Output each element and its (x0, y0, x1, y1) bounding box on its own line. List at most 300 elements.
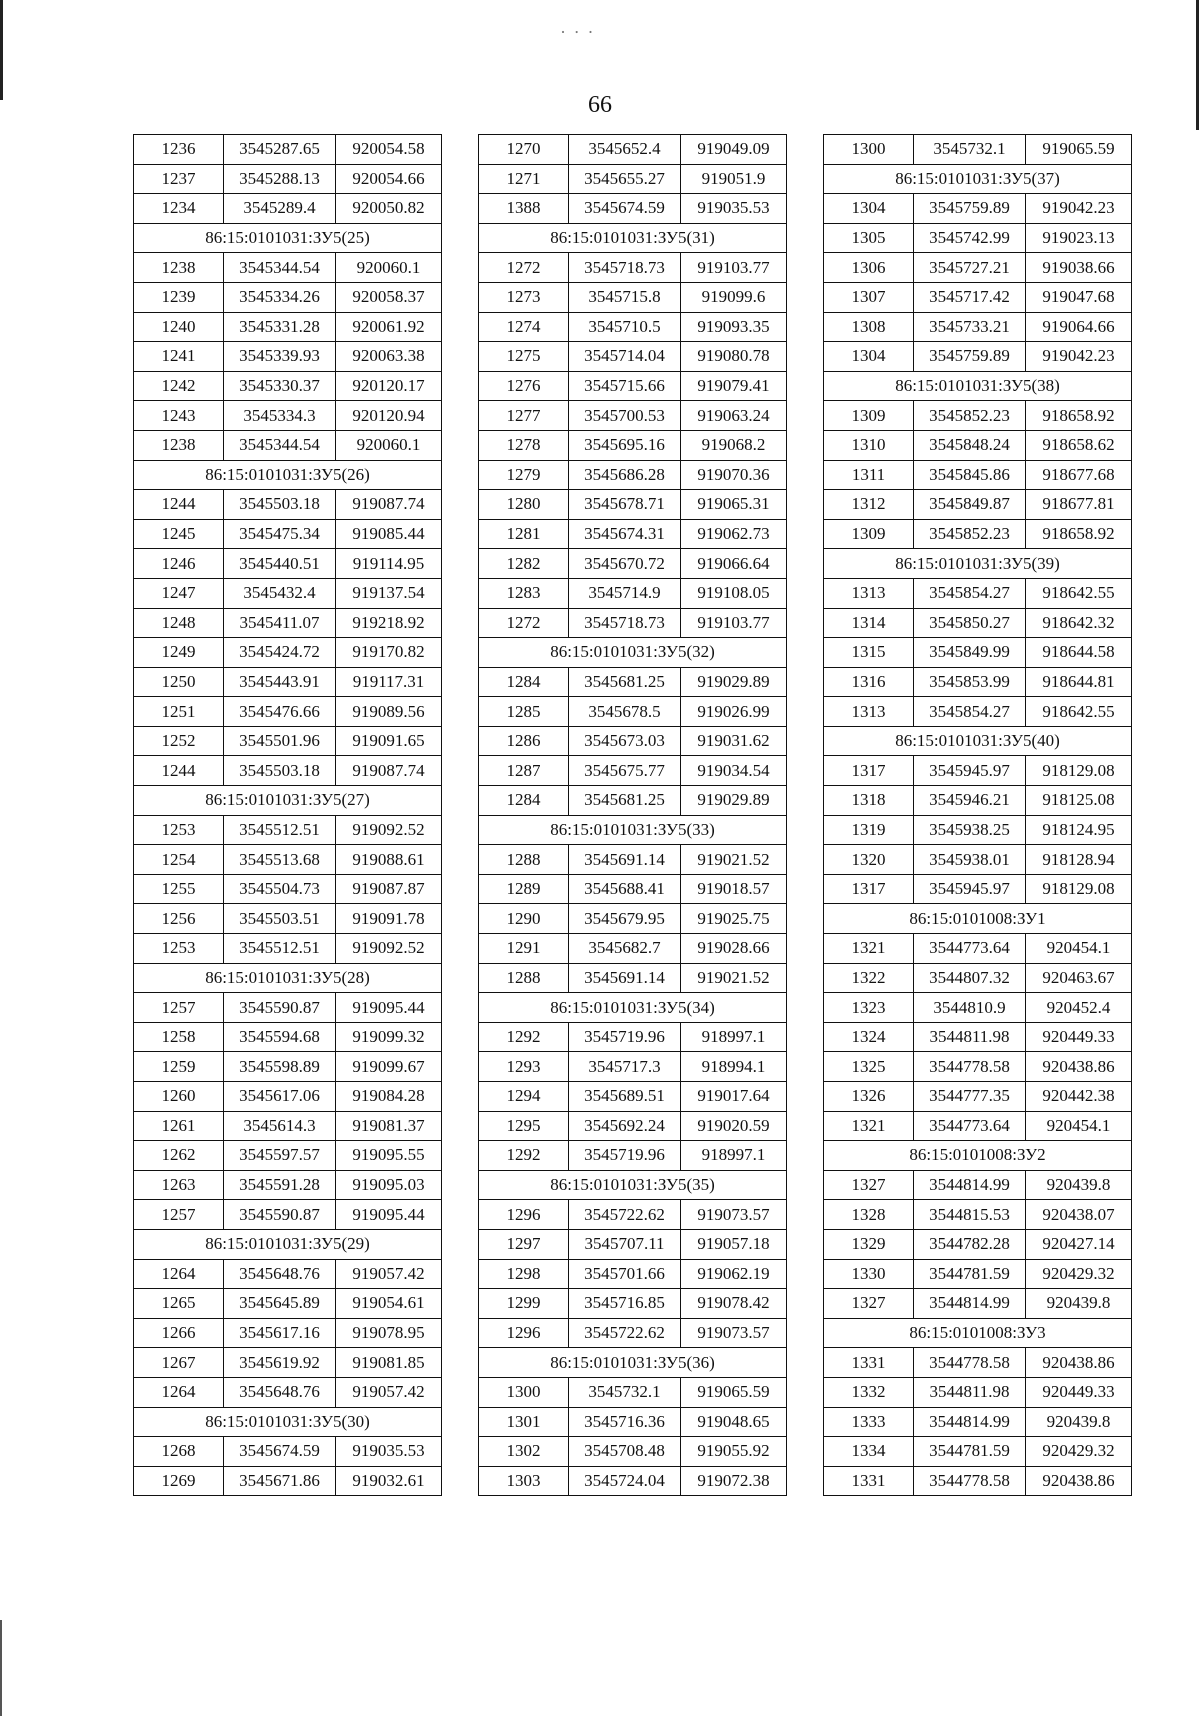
x-coordinate-cell: 3544778.58 (914, 1052, 1026, 1082)
y-coordinate-cell: 919038.66 (1026, 253, 1132, 283)
point-number-cell: 1259 (134, 1052, 224, 1082)
coordinate-row (479, 1466, 787, 1496)
y-coordinate-cell: 920429.32 (1026, 1437, 1132, 1467)
x-coordinate-cell: 3545682.7 (569, 934, 681, 964)
x-coordinate-cell: 3545619.92 (224, 1348, 336, 1378)
point-number-cell: 1301 (479, 1407, 569, 1437)
point-number-cell: 1237 (134, 164, 224, 194)
point-number-cell: 1277 (479, 401, 569, 431)
coordinate-row (134, 1466, 442, 1496)
x-coordinate-cell: 3545722.62 (569, 1318, 681, 1348)
coordinate-row (134, 490, 442, 520)
point-number-cell: 1317 (824, 756, 914, 786)
x-coordinate-cell: 3545707.11 (569, 1229, 681, 1259)
coordinate-row (479, 1052, 787, 1082)
coordinate-row (134, 904, 442, 934)
x-coordinate-cell: 3545719.96 (569, 1022, 681, 1052)
point-number-cell: 1258 (134, 1022, 224, 1052)
x-coordinate-cell: 3545852.23 (914, 519, 1026, 549)
x-coordinate-cell: 3545688.41 (569, 874, 681, 904)
coordinate-row (134, 815, 442, 845)
point-number-cell: 1284 (479, 786, 569, 816)
point-number-cell: 1313 (824, 697, 914, 727)
point-number-cell: 1294 (479, 1082, 569, 1112)
point-number-cell: 1304 (824, 194, 914, 224)
coordinate-row (134, 430, 442, 460)
y-coordinate-cell: 919023.13 (1026, 223, 1132, 253)
coordinate-row (479, 549, 787, 579)
coordinate-row (134, 608, 442, 638)
x-coordinate-cell: 3545849.87 (914, 490, 1026, 520)
point-number-cell: 1318 (824, 786, 914, 816)
point-number-cell: 1321 (824, 934, 914, 964)
x-coordinate-cell: 3545945.97 (914, 874, 1026, 904)
y-coordinate-cell: 919091.65 (336, 726, 442, 756)
coordinate-row (134, 549, 442, 579)
y-coordinate-cell: 920454.1 (1026, 1111, 1132, 1141)
x-coordinate-cell: 3545674.31 (569, 519, 681, 549)
x-coordinate-cell: 3545715.66 (569, 371, 681, 401)
x-coordinate-cell: 3545714.9 (569, 578, 681, 608)
coordinate-row (479, 786, 787, 816)
coordinate-row (134, 194, 442, 224)
x-coordinate-cell: 3545501.96 (224, 726, 336, 756)
coordinate-row (479, 519, 787, 549)
point-number-cell: 1288 (479, 845, 569, 875)
coordinate-row (134, 1022, 442, 1052)
x-coordinate-cell: 3544811.98 (914, 1022, 1026, 1052)
point-number-cell: 1281 (479, 519, 569, 549)
y-coordinate-cell: 918644.58 (1026, 638, 1132, 668)
point-number-cell: 1295 (479, 1111, 569, 1141)
y-coordinate-cell: 919089.56 (336, 697, 442, 727)
y-coordinate-cell: 919078.42 (681, 1289, 787, 1319)
y-coordinate-cell: 919029.89 (681, 667, 787, 697)
coordinate-row (134, 135, 442, 165)
coordinate-row (479, 342, 787, 372)
parcel-header-row (824, 904, 1132, 934)
x-coordinate-cell: 3545678.5 (569, 697, 681, 727)
x-coordinate-cell: 3544773.64 (914, 1111, 1026, 1141)
y-coordinate-cell: 918658.92 (1026, 519, 1132, 549)
point-number-cell: 1327 (824, 1170, 914, 1200)
x-coordinate-cell: 3545671.86 (224, 1466, 336, 1496)
x-coordinate-cell: 3545673.03 (569, 726, 681, 756)
parcel-header-row (479, 1348, 787, 1378)
x-coordinate-cell: 3544781.59 (914, 1437, 1026, 1467)
coordinate-row (479, 135, 787, 165)
coordinate-row (824, 1022, 1132, 1052)
y-coordinate-cell: 918658.62 (1026, 430, 1132, 460)
y-coordinate-cell: 919108.05 (681, 578, 787, 608)
coordinate-row (824, 1200, 1132, 1230)
y-coordinate-cell: 919062.73 (681, 519, 787, 549)
y-coordinate-cell: 919093.35 (681, 312, 787, 342)
point-number-cell: 1311 (824, 460, 914, 490)
point-number-cell: 1327 (824, 1289, 914, 1319)
point-number-cell: 1253 (134, 815, 224, 845)
y-coordinate-cell: 920427.14 (1026, 1229, 1132, 1259)
coordinate-row (134, 1082, 442, 1112)
coordinate-row (824, 963, 1132, 993)
coordinate-row (479, 282, 787, 312)
x-coordinate-cell: 3545331.28 (224, 312, 336, 342)
x-coordinate-cell: 3545727.21 (914, 253, 1026, 283)
x-coordinate-cell: 3545686.28 (569, 460, 681, 490)
y-coordinate-cell: 920438.07 (1026, 1200, 1132, 1230)
parcel-header-row (134, 1407, 442, 1437)
coordinate-row (479, 1259, 787, 1289)
y-coordinate-cell: 920060.1 (336, 430, 442, 460)
point-number-cell: 1244 (134, 756, 224, 786)
x-coordinate-cell: 3545938.01 (914, 845, 1026, 875)
y-coordinate-cell: 919099.32 (336, 1022, 442, 1052)
coordinate-row (824, 135, 1132, 165)
y-coordinate-cell: 920060.1 (336, 253, 442, 283)
point-number-cell: 1273 (479, 282, 569, 312)
y-coordinate-cell: 919073.57 (681, 1318, 787, 1348)
coordinate-row (479, 726, 787, 756)
x-coordinate-cell: 3545722.62 (569, 1200, 681, 1230)
y-coordinate-cell: 918129.08 (1026, 874, 1132, 904)
x-coordinate-cell: 3545854.27 (914, 578, 1026, 608)
point-number-cell: 1244 (134, 490, 224, 520)
y-coordinate-cell: 919048.65 (681, 1407, 787, 1437)
coordinate-row (824, 401, 1132, 431)
y-coordinate-cell: 919049.09 (681, 135, 787, 165)
point-number-cell: 1316 (824, 667, 914, 697)
y-coordinate-cell: 919099.67 (336, 1052, 442, 1082)
coordinate-row (824, 1052, 1132, 1082)
point-number-cell: 1266 (134, 1318, 224, 1348)
x-coordinate-cell: 3545679.95 (569, 904, 681, 934)
y-coordinate-cell: 918994.1 (681, 1052, 787, 1082)
y-coordinate-cell: 919081.37 (336, 1111, 442, 1141)
coordinate-row (134, 993, 442, 1023)
y-coordinate-cell: 919170.82 (336, 638, 442, 668)
y-coordinate-cell: 920452.4 (1026, 993, 1132, 1023)
point-number-cell: 1272 (479, 253, 569, 283)
point-number-cell: 1250 (134, 667, 224, 697)
point-number-cell: 1333 (824, 1407, 914, 1437)
x-coordinate-cell: 3545845.86 (914, 460, 1026, 490)
y-coordinate-cell: 920449.33 (1026, 1377, 1132, 1407)
point-number-cell: 1299 (479, 1289, 569, 1319)
coordinate-row (824, 934, 1132, 964)
point-number-cell: 1287 (479, 756, 569, 786)
point-number-cell: 1248 (134, 608, 224, 638)
x-coordinate-cell: 3545854.27 (914, 697, 1026, 727)
point-number-cell: 1238 (134, 253, 224, 283)
x-coordinate-cell: 3545652.4 (569, 135, 681, 165)
x-coordinate-cell: 3545513.68 (224, 845, 336, 875)
x-coordinate-cell: 3545591.28 (224, 1170, 336, 1200)
parcel-header-row (824, 1318, 1132, 1348)
coordinate-row (134, 312, 442, 342)
coordinate-row (479, 874, 787, 904)
point-number-cell: 1300 (479, 1377, 569, 1407)
y-coordinate-cell: 919081.85 (336, 1348, 442, 1378)
coordinate-row (479, 578, 787, 608)
x-coordinate-cell: 3545424.72 (224, 638, 336, 668)
x-coordinate-cell: 3545681.25 (569, 786, 681, 816)
y-coordinate-cell: 919072.38 (681, 1466, 787, 1496)
point-number-cell: 1329 (824, 1229, 914, 1259)
y-coordinate-cell: 919065.59 (1026, 135, 1132, 165)
x-coordinate-cell: 3545719.96 (569, 1141, 681, 1171)
y-coordinate-cell: 920449.33 (1026, 1022, 1132, 1052)
point-number-cell: 1264 (134, 1377, 224, 1407)
coordinates-table-middle (478, 134, 787, 1496)
coordinate-row (134, 1289, 442, 1319)
x-coordinate-cell: 3544807.32 (914, 963, 1026, 993)
point-number-cell: 1242 (134, 371, 224, 401)
coordinate-row (134, 638, 442, 668)
point-number-cell: 1262 (134, 1141, 224, 1171)
y-coordinate-cell: 918658.92 (1026, 401, 1132, 431)
point-number-cell: 1334 (824, 1437, 914, 1467)
x-coordinate-cell: 3545691.14 (569, 845, 681, 875)
point-number-cell: 1254 (134, 845, 224, 875)
x-coordinate-cell: 3545344.54 (224, 430, 336, 460)
point-number-cell: 1288 (479, 963, 569, 993)
parcel-header-row (479, 993, 787, 1023)
x-coordinate-cell: 3545334.26 (224, 282, 336, 312)
point-number-cell: 1271 (479, 164, 569, 194)
parcel-id-cell: 86:15:0101031:ЗУ5(33) (479, 815, 787, 845)
point-number-cell: 1388 (479, 194, 569, 224)
y-coordinate-cell: 919066.64 (681, 549, 787, 579)
parcel-id-cell: 86:15:0101031:ЗУ5(30) (134, 1407, 442, 1437)
point-number-cell: 1317 (824, 874, 914, 904)
point-number-cell: 1282 (479, 549, 569, 579)
x-coordinate-cell: 3545287.65 (224, 135, 336, 165)
y-coordinate-cell: 919084.28 (336, 1082, 442, 1112)
point-number-cell: 1245 (134, 519, 224, 549)
y-coordinate-cell: 918642.32 (1026, 608, 1132, 638)
point-number-cell: 1284 (479, 667, 569, 697)
coordinate-row (134, 578, 442, 608)
coordinate-row (824, 1082, 1132, 1112)
coordinate-row (824, 1259, 1132, 1289)
parcel-id-cell: 86:15:0101031:ЗУ5(38) (824, 371, 1132, 401)
coordinate-row (479, 312, 787, 342)
x-coordinate-cell: 3545681.25 (569, 667, 681, 697)
coordinate-row (134, 164, 442, 194)
point-number-cell: 1291 (479, 934, 569, 964)
x-coordinate-cell: 3545710.5 (569, 312, 681, 342)
coordinate-row (479, 371, 787, 401)
coordinate-row (134, 401, 442, 431)
coordinate-row (479, 1200, 787, 1230)
y-coordinate-cell: 919035.53 (336, 1437, 442, 1467)
y-coordinate-cell: 919092.52 (336, 934, 442, 964)
point-number-cell: 1322 (824, 963, 914, 993)
x-coordinate-cell: 3544810.9 (914, 993, 1026, 1023)
point-number-cell: 1328 (824, 1200, 914, 1230)
y-coordinate-cell: 919137.54 (336, 578, 442, 608)
x-coordinate-cell: 3545334.3 (224, 401, 336, 431)
y-coordinate-cell: 918644.81 (1026, 667, 1132, 697)
x-coordinate-cell: 3545718.73 (569, 253, 681, 283)
point-number-cell: 1256 (134, 904, 224, 934)
parcel-id-cell: 86:15:0101008:ЗУ1 (824, 904, 1132, 934)
x-coordinate-cell: 3545938.25 (914, 815, 1026, 845)
x-coordinate-cell: 3545852.23 (914, 401, 1026, 431)
scan-noise: · ∙ · (560, 22, 596, 42)
parcel-id-cell: 86:15:0101031:ЗУ5(39) (824, 549, 1132, 579)
coordinate-row (824, 430, 1132, 460)
parcel-id-cell: 86:15:0101008:ЗУ2 (824, 1141, 1132, 1171)
x-coordinate-cell: 3545717.42 (914, 282, 1026, 312)
point-number-cell: 1309 (824, 519, 914, 549)
y-coordinate-cell: 918677.68 (1026, 460, 1132, 490)
x-coordinate-cell: 3545716.85 (569, 1289, 681, 1319)
y-coordinate-cell: 919095.44 (336, 1200, 442, 1230)
parcel-id-cell: 86:15:0101031:ЗУ5(36) (479, 1348, 787, 1378)
point-number-cell: 1307 (824, 282, 914, 312)
point-number-cell: 1238 (134, 430, 224, 460)
point-number-cell: 1309 (824, 401, 914, 431)
point-number-cell: 1278 (479, 430, 569, 460)
parcel-id-cell: 86:15:0101031:ЗУ5(25) (134, 223, 442, 253)
coordinate-row (479, 1437, 787, 1467)
x-coordinate-cell: 3545850.27 (914, 608, 1026, 638)
coordinate-row (479, 460, 787, 490)
coordinate-row (479, 164, 787, 194)
x-coordinate-cell: 3545742.99 (914, 223, 1026, 253)
parcel-id-cell: 86:15:0101008:ЗУ3 (824, 1318, 1132, 1348)
point-number-cell: 1276 (479, 371, 569, 401)
coordinate-row (479, 1022, 787, 1052)
x-coordinate-cell: 3545503.51 (224, 904, 336, 934)
x-coordinate-cell: 3545594.68 (224, 1022, 336, 1052)
point-number-cell: 1300 (824, 135, 914, 165)
point-number-cell: 1279 (479, 460, 569, 490)
point-number-cell: 1275 (479, 342, 569, 372)
x-coordinate-cell: 3544773.64 (914, 934, 1026, 964)
x-coordinate-cell: 3545732.1 (914, 135, 1026, 165)
coordinate-row (479, 904, 787, 934)
point-number-cell: 1331 (824, 1348, 914, 1378)
coordinate-row (134, 667, 442, 697)
point-number-cell: 1304 (824, 342, 914, 372)
y-coordinate-cell: 919073.57 (681, 1200, 787, 1230)
y-coordinate-cell: 919114.95 (336, 549, 442, 579)
parcel-header-row (479, 1170, 787, 1200)
coordinate-row (479, 934, 787, 964)
coordinate-row (824, 460, 1132, 490)
point-number-cell: 1289 (479, 874, 569, 904)
x-coordinate-cell: 3545732.1 (569, 1377, 681, 1407)
coordinate-row (824, 845, 1132, 875)
y-coordinate-cell: 919034.54 (681, 756, 787, 786)
x-coordinate-cell: 3544814.99 (914, 1289, 1026, 1319)
y-coordinate-cell: 920120.17 (336, 371, 442, 401)
y-coordinate-cell: 919031.62 (681, 726, 787, 756)
y-coordinate-cell: 919064.66 (1026, 312, 1132, 342)
parcel-header-row (479, 223, 787, 253)
x-coordinate-cell: 3545339.93 (224, 342, 336, 372)
y-coordinate-cell: 920463.67 (1026, 963, 1132, 993)
x-coordinate-cell: 3545714.04 (569, 342, 681, 372)
y-coordinate-cell: 920439.8 (1026, 1407, 1132, 1437)
x-coordinate-cell: 3544782.28 (914, 1229, 1026, 1259)
x-coordinate-cell: 3544778.58 (914, 1466, 1026, 1496)
x-coordinate-cell: 3545503.18 (224, 490, 336, 520)
y-coordinate-cell: 919057.42 (336, 1259, 442, 1289)
coordinate-row (824, 993, 1132, 1023)
point-number-cell: 1243 (134, 401, 224, 431)
y-coordinate-cell: 918642.55 (1026, 697, 1132, 727)
coordinate-row (824, 490, 1132, 520)
point-number-cell: 1305 (824, 223, 914, 253)
point-number-cell: 1332 (824, 1377, 914, 1407)
point-number-cell: 1292 (479, 1022, 569, 1052)
point-number-cell: 1272 (479, 608, 569, 638)
x-coordinate-cell: 3545648.76 (224, 1377, 336, 1407)
x-coordinate-cell: 3545692.24 (569, 1111, 681, 1141)
x-coordinate-cell: 3545344.54 (224, 253, 336, 283)
y-coordinate-cell: 919218.92 (336, 608, 442, 638)
y-coordinate-cell: 919085.44 (336, 519, 442, 549)
point-number-cell: 1283 (479, 578, 569, 608)
parcel-id-cell: 86:15:0101031:ЗУ5(27) (134, 786, 442, 816)
point-number-cell: 1251 (134, 697, 224, 727)
x-coordinate-cell: 3545849.99 (914, 638, 1026, 668)
coordinate-row (479, 253, 787, 283)
y-coordinate-cell: 919095.44 (336, 993, 442, 1023)
coordinate-row (134, 371, 442, 401)
coordinate-row (824, 756, 1132, 786)
point-number-cell: 1270 (479, 135, 569, 165)
x-coordinate-cell: 3545598.89 (224, 1052, 336, 1082)
coordinate-row (824, 1377, 1132, 1407)
y-coordinate-cell: 920050.82 (336, 194, 442, 224)
x-coordinate-cell: 3545614.3 (224, 1111, 336, 1141)
y-coordinate-cell: 919070.36 (681, 460, 787, 490)
x-coordinate-cell: 3545678.71 (569, 490, 681, 520)
coordinate-row (824, 874, 1132, 904)
coordinate-row (824, 1170, 1132, 1200)
coordinate-row (479, 194, 787, 224)
point-number-cell: 1313 (824, 578, 914, 608)
y-coordinate-cell: 919017.64 (681, 1082, 787, 1112)
x-coordinate-cell: 3545330.37 (224, 371, 336, 401)
x-coordinate-cell: 3544781.59 (914, 1259, 1026, 1289)
y-coordinate-cell: 919095.55 (336, 1141, 442, 1171)
y-coordinate-cell: 918125.08 (1026, 786, 1132, 816)
parcel-id-cell: 86:15:0101031:ЗУ5(28) (134, 963, 442, 993)
y-coordinate-cell: 918997.1 (681, 1022, 787, 1052)
parcel-header-row (134, 786, 442, 816)
page-number: 66 (588, 92, 612, 118)
y-coordinate-cell: 918677.81 (1026, 490, 1132, 520)
coordinate-row (134, 1259, 442, 1289)
coordinate-row (824, 1437, 1132, 1467)
coordinate-row (134, 1052, 442, 1082)
y-coordinate-cell: 918997.1 (681, 1141, 787, 1171)
y-coordinate-cell: 920061.92 (336, 312, 442, 342)
y-coordinate-cell: 919078.95 (336, 1318, 442, 1348)
y-coordinate-cell: 918128.94 (1026, 845, 1132, 875)
y-coordinate-cell: 920120.94 (336, 401, 442, 431)
x-coordinate-cell: 3545411.07 (224, 608, 336, 638)
point-number-cell: 1321 (824, 1111, 914, 1141)
scan-edge-left (0, 0, 3, 100)
coordinate-row (824, 1229, 1132, 1259)
point-number-cell: 1297 (479, 1229, 569, 1259)
